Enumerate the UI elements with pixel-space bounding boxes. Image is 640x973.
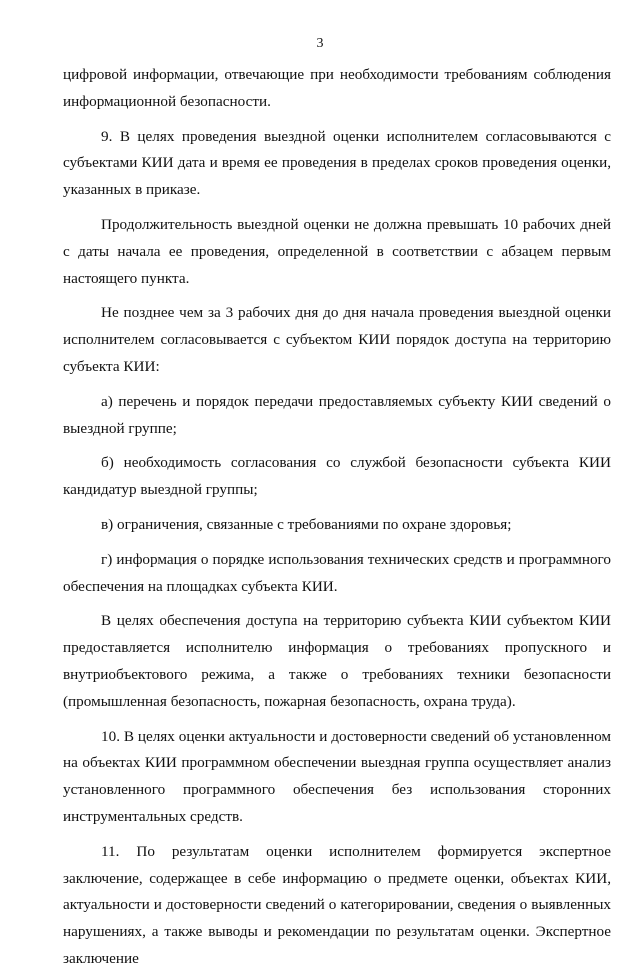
paragraph-item-9: 9. В целях проведения выездной оценки исполнителем согласовываются с субъектами КИИ дата и время ее проведения в пределах сроков проведения оценки, указанных в приказе. <box>63 127 611 199</box>
list-item-g: г) информация о порядке использования технических средств и программного обеспечения на площадках субъекта КИИ. <box>63 550 611 595</box>
paragraph-access-order: Не позднее чем за 3 рабочих дня до дня начала проведения выездной оценки исполнителем согласовывается с субъектом КИИ порядок доступа на территорию субъекта КИИ: <box>63 304 611 375</box>
paragraph-item-11: 11. По результатам оценки исполнителем формируется экспертное заключение, содержащее в себе информацию о предмете оценки, объектах КИИ, актуальности и достоверности сведений о категорировании, сведения о выявленных нарушениях, а также выводы и рекомендации по результатам оценки. Экспертное заключение <box>63 842 611 967</box>
list-item-v: в) ограничения, связанные с требованиями по охране здоровья; <box>101 515 512 533</box>
list-item-a: а) перечень и порядок передачи предоставляемых субъекту КИИ сведений о выездной группе; <box>63 392 611 437</box>
paragraph-item-10: 10. В целях оценки актуальности и достоверности сведений об установленном на объектах КИИ программном обеспечении выездная группа осуществляет анализ установленного программного обеспечения без использования сторонних инструментальных средств. <box>63 727 611 825</box>
paragraph-continuation: цифровой информации, отвечающие при необходимости требованиям соблюдения информационной безопасности. <box>63 66 611 110</box>
paragraph-access-info: В целях обеспечения доступа на территорию субъекта КИИ субъектом КИИ предоставляется исполнителю информация о требованиях пропускного и внутриобъектового режима, а также о требованиях техники безопасности (промышленная безопасность, пожарная безопасность, охрана труда). <box>63 612 611 710</box>
page-number: 3 <box>316 36 324 51</box>
list-item-b: б) необходимость согласования со службой безопасности субъекта КИИ кандидатур выездной группы; <box>63 454 611 499</box>
paragraph-duration: Продолжительность выездной оценки не должна превышать 10 рабочих дней с даты начала ее проведения, определенной в соответствии с абзацем первым настоящего пункта. <box>63 215 611 287</box>
document-body <box>63 62 611 973</box>
